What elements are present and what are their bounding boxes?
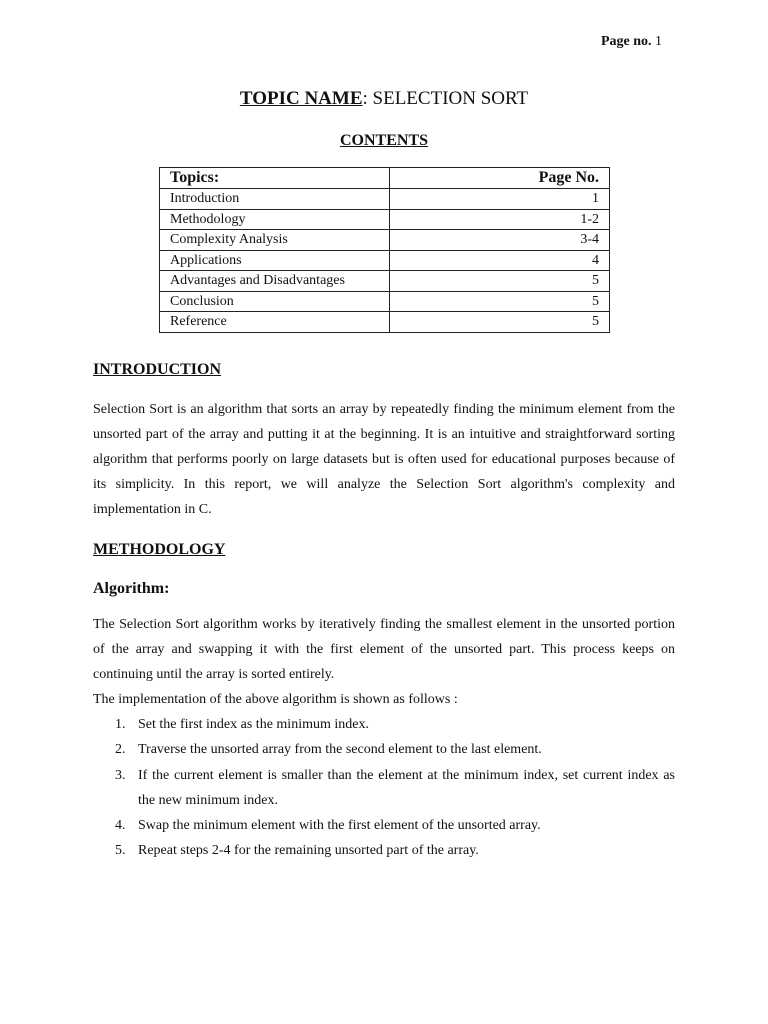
methodology-heading: METHODOLOGY bbox=[93, 541, 226, 558]
table-row bbox=[160, 230, 610, 251]
topic-title-label: TOPIC NAME bbox=[239, 88, 363, 109]
row-page: 3-4 bbox=[390, 230, 610, 251]
introduction-heading: INTRODUCTION bbox=[93, 361, 222, 378]
row-page: 1-2 bbox=[390, 209, 610, 230]
row-page: 5 bbox=[390, 271, 610, 292]
contents-column-page: Page No. bbox=[390, 168, 610, 189]
list-item bbox=[93, 712, 675, 737]
table-row bbox=[160, 250, 610, 271]
row-page: 5 bbox=[390, 291, 610, 312]
list-item bbox=[93, 838, 675, 863]
introduction-paragraph: Selection Sort is an algorithm that sorts an array by repeatedly finding the minimum element from the unsorted part of the array and putting it at the beginning. It is an intuitive and straightforward sorting algorithm that performs poorly on large datasets but is often used for educational purposes because of its simplicity. In this report, we will analyze the Selection Sort algorithm's complexity and implementation in C. bbox=[93, 402, 675, 517]
row-topic: Conclusion bbox=[160, 291, 390, 312]
row-topic: Reference bbox=[160, 312, 390, 333]
row-page: 4 bbox=[390, 250, 610, 271]
row-page: 1 bbox=[390, 189, 610, 210]
table-row bbox=[160, 291, 610, 312]
step-number: 3. bbox=[115, 767, 126, 783]
contents-column-topics: Topics: bbox=[160, 168, 390, 189]
contents-table bbox=[159, 167, 610, 333]
list-item bbox=[93, 763, 675, 814]
row-topic: Introduction bbox=[160, 189, 390, 210]
page-number-label: Page no. bbox=[600, 34, 652, 49]
algorithm-paragraph: The Selection Sort algorithm works by iteratively finding the smallest element in the unsorted portion of the array and swapping it with the first element of the unsorted part. This process keeps on continuing until the array is sorted entirely. bbox=[93, 617, 675, 682]
step-text: Traverse the unsorted array from the second element to the last element. bbox=[138, 742, 542, 758]
page-number-value: 1 bbox=[655, 34, 662, 49]
step-text: Swap the minimum element with the first element of the unsorted array. bbox=[138, 818, 541, 834]
step-number: 2. bbox=[115, 742, 126, 758]
row-topic: Complexity Analysis bbox=[160, 230, 390, 251]
table-row bbox=[160, 189, 610, 210]
step-number: 1. bbox=[115, 717, 126, 732]
step-number: 5. bbox=[115, 843, 126, 859]
row-topic: Applications bbox=[160, 250, 390, 271]
step-number: 4. bbox=[115, 818, 126, 834]
page-number bbox=[601, 34, 662, 50]
table-row bbox=[160, 312, 610, 333]
algorithm-subheading: Algorithm: bbox=[93, 580, 170, 597]
algorithm-steps-list bbox=[93, 712, 675, 864]
contents-table-header-row bbox=[160, 168, 610, 189]
implementation-intro: The implementation of the above algorithm is shown as follows : bbox=[93, 692, 458, 707]
table-row bbox=[160, 271, 610, 292]
list-item bbox=[93, 737, 675, 762]
row-topic: Methodology bbox=[160, 209, 390, 230]
table-row bbox=[160, 209, 610, 230]
list-item bbox=[93, 813, 675, 838]
step-text: If the current element is smaller than the element at the minimum index, set current index as the new minimum index. bbox=[138, 767, 675, 808]
topic-title-value: : SELECTION SORT bbox=[362, 88, 529, 109]
step-text: Set the first index as the minimum index. bbox=[138, 717, 369, 732]
row-page: 5 bbox=[390, 312, 610, 333]
contents-heading: CONTENTS bbox=[339, 132, 429, 149]
topic-title bbox=[0, 88, 768, 110]
step-text: Repeat steps 2-4 for the remaining unsorted part of the array. bbox=[138, 843, 479, 859]
row-topic: Advantages and Disadvantages bbox=[160, 271, 390, 292]
